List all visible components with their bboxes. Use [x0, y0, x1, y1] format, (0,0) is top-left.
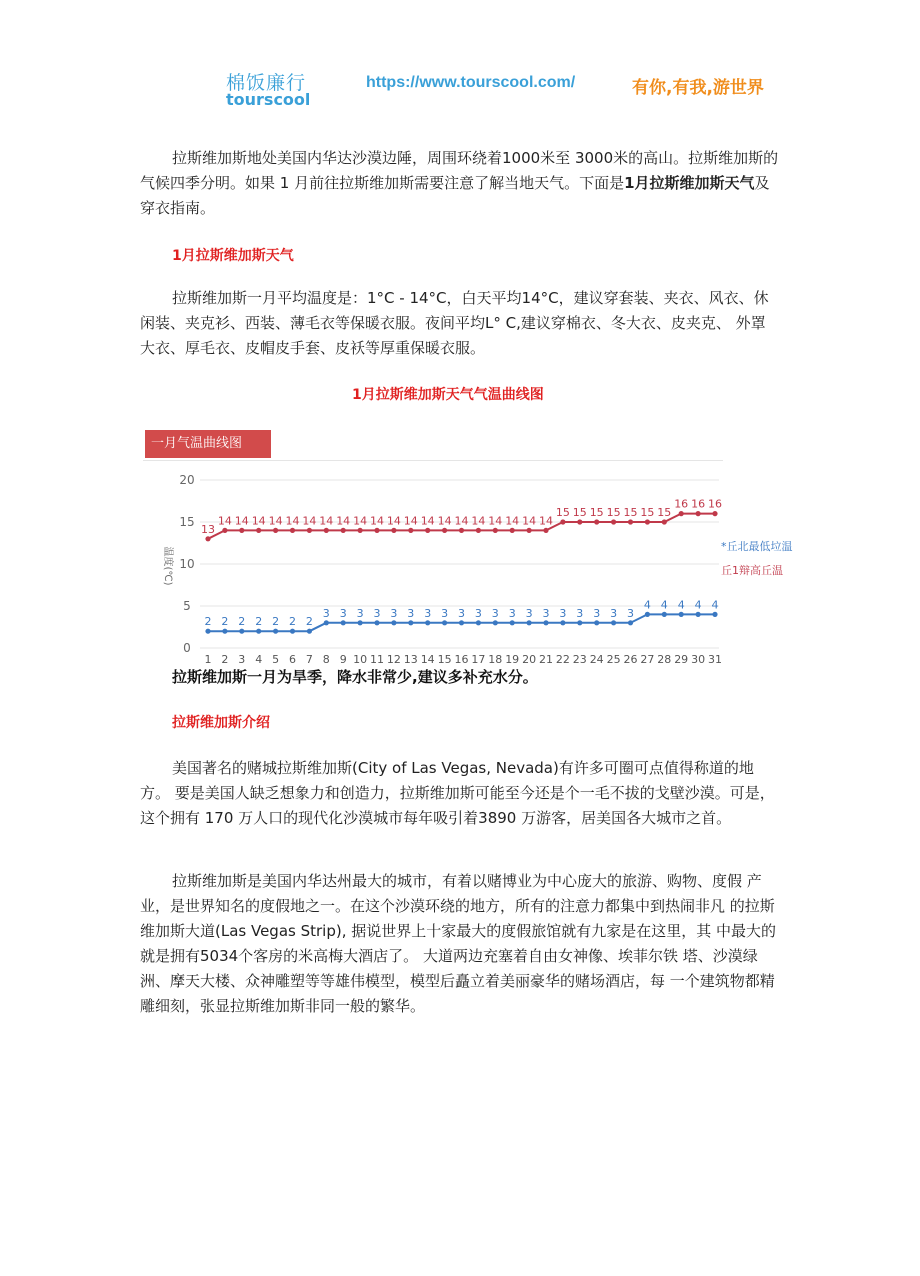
- chart-title: 一月气温曲线图: [145, 430, 271, 458]
- data-label: 3: [424, 606, 432, 620]
- x-tick-label: 27: [640, 653, 655, 666]
- data-point: [324, 528, 329, 533]
- x-tick-label: 15: [437, 653, 452, 666]
- data-point: [560, 519, 565, 524]
- weather-heading: 1月拉斯维加斯天气: [172, 248, 294, 264]
- data-label: 14: [285, 514, 300, 528]
- x-tick-label: 31: [708, 653, 722, 666]
- x-tick-label: 25: [606, 653, 621, 666]
- data-label: 3: [339, 606, 347, 620]
- data-point: [307, 629, 312, 634]
- data-label: 3: [373, 606, 381, 620]
- brand-logo-cn[interactable]: 棉饭廉行: [226, 72, 307, 94]
- y-tick-label: 20: [179, 473, 195, 487]
- data-label: 4: [711, 598, 719, 612]
- data-point: [459, 620, 464, 625]
- legend-label: *丘北最低垃温: [721, 540, 793, 553]
- data-point: [374, 528, 379, 533]
- data-label: 14: [454, 514, 469, 528]
- data-label: 16: [708, 497, 722, 511]
- data-point: [341, 620, 346, 625]
- data-point: [391, 528, 396, 533]
- x-tick-label: 14: [420, 653, 435, 666]
- x-tick-label: 21: [539, 653, 553, 666]
- x-tick-label: 23: [572, 653, 587, 666]
- data-point: [577, 519, 582, 524]
- data-label: 4: [643, 598, 651, 612]
- data-label: 14: [471, 514, 486, 528]
- y-tick-label: 5: [183, 599, 191, 613]
- data-label: 15: [555, 506, 570, 519]
- data-point: [679, 612, 684, 617]
- data-point: [408, 620, 413, 625]
- data-point: [425, 528, 430, 533]
- x-tick-label: 7: [305, 653, 313, 666]
- data-label: 15: [640, 506, 655, 519]
- data-label: 2: [255, 615, 263, 629]
- data-point: [391, 620, 396, 625]
- x-tick-label: 11: [370, 653, 384, 666]
- data-label: 14: [336, 514, 351, 528]
- data-point: [256, 629, 261, 634]
- data-point: [527, 528, 532, 533]
- data-point: [712, 612, 717, 617]
- data-point: [476, 620, 481, 625]
- x-tick-label: 22: [555, 653, 570, 666]
- data-label: 14: [217, 514, 232, 528]
- data-label: 14: [539, 514, 553, 528]
- data-label: 3: [610, 606, 618, 620]
- x-tick-label: 28: [657, 653, 672, 666]
- x-tick-label: 26: [623, 653, 638, 666]
- data-label: 16: [674, 497, 689, 511]
- data-label: 14: [488, 514, 503, 528]
- data-label: 2: [221, 615, 229, 629]
- data-point: [222, 629, 227, 634]
- data-label: 3: [441, 606, 449, 620]
- data-point: [256, 528, 261, 533]
- x-tick-label: 9: [339, 653, 347, 666]
- y-tick-label: 10: [179, 557, 195, 571]
- data-point: [273, 629, 278, 634]
- data-point: [374, 620, 379, 625]
- data-label: 4: [660, 598, 668, 612]
- x-tick-label: 8: [322, 653, 330, 666]
- data-label: 14: [505, 514, 520, 528]
- intro-lv-paragraph-1: 美国著名的赌城拉斯维加斯(City of Las Vegas, Nevada)有许多可圈可点值得称道的地方。 要是美国人缺乏想象力和创造力，拉斯维加斯可能至今还是个一毛不拔的戈壁沙漠。可是， 这个拥有 170 万人口的现代化沙漠城市每年吸引着3890 万游客，居美国各大城市之首。: [140, 759, 775, 827]
- legend-label: 丘1辩高丘温: [721, 564, 783, 577]
- data-label: 3: [508, 606, 516, 620]
- x-tick-label: 16: [454, 653, 469, 666]
- brand-logo-en[interactable]: tourscool: [226, 90, 311, 109]
- data-label: 13: [201, 522, 215, 536]
- data-point: [594, 620, 599, 625]
- data-label: 14: [437, 514, 452, 528]
- data-point: [493, 528, 498, 533]
- x-tick-label: 18: [488, 653, 503, 666]
- data-point: [408, 528, 413, 533]
- data-point: [358, 528, 363, 533]
- data-label: 16: [691, 497, 706, 511]
- data-label: 3: [542, 606, 550, 620]
- data-point: [696, 511, 701, 516]
- x-tick-label: 20: [522, 653, 537, 666]
- x-tick-label: 13: [403, 653, 418, 666]
- data-point: [712, 511, 717, 516]
- data-point: [341, 528, 346, 533]
- data-point: [290, 528, 295, 533]
- data-point: [510, 528, 515, 533]
- data-label: 15: [623, 506, 638, 519]
- data-point: [459, 528, 464, 533]
- data-label: 3: [356, 606, 364, 620]
- data-label: 2: [238, 615, 246, 629]
- data-point: [205, 536, 210, 541]
- data-label: 3: [525, 606, 533, 620]
- data-label: 14: [251, 514, 266, 528]
- data-label: 2: [289, 615, 296, 629]
- intro-text-bold: 1月拉斯维加斯天气: [624, 174, 755, 192]
- x-tick-label: 1: [204, 653, 212, 666]
- data-point: [442, 620, 447, 625]
- data-point: [560, 620, 565, 625]
- intro-lv-paragraph-2: 拉斯维加斯是美国内华达州最大的城市，有着以赌博业为中心庞大的旅游、购物、度假 产业，是世界知名的度假地之一。在这个沙漠环绕的地方，所有的注意力都集中到热闹非凡 的拉斯维加斯大道(Las Vegas Strip), 据说世界上十家最大的度假旅馆就有九家是在这里，其 中最大的就是拥有5034个客房的米高梅大酒店了。 大道两边充塞着自由女神像、埃菲尔铁 塔、沙漠绿洲、摩天大楼、众神雕塑等等雄伟模型，模型后矗立着美丽豪华的赌场酒店，每 一个建筑物都精雕细刻，张显拉斯维加斯非同一般的繁华。: [140, 872, 777, 1015]
- y-tick-label: 15: [179, 515, 195, 529]
- data-label: 3: [627, 606, 634, 620]
- data-point: [205, 629, 210, 634]
- data-label: 3: [322, 606, 330, 620]
- x-tick-label: 19: [505, 653, 520, 666]
- data-point: [611, 620, 616, 625]
- intro-text-b: 及穿衣指南。: [140, 174, 770, 217]
- data-label: 2: [305, 615, 313, 629]
- x-tick-label: 29: [674, 653, 689, 666]
- x-tick-label: 3: [238, 653, 246, 666]
- data-point: [645, 612, 650, 617]
- data-point: [543, 528, 548, 533]
- chart-plot: [143, 426, 793, 666]
- dry-season-note: 拉斯维加斯一月为旱季，降水非常少,建议多补充水分。: [172, 668, 538, 686]
- chart-caption: 1月拉斯维加斯天气气温曲线图: [352, 387, 544, 403]
- data-label: 14: [370, 514, 384, 528]
- data-point: [510, 620, 515, 625]
- data-label: 14: [522, 514, 537, 528]
- data-label: 3: [407, 606, 415, 620]
- data-point: [476, 528, 481, 533]
- data-label: 14: [319, 514, 334, 528]
- data-label: 15: [606, 506, 621, 519]
- data-point: [527, 620, 532, 625]
- data-label: 14: [420, 514, 435, 528]
- data-label: 4: [694, 598, 702, 612]
- x-tick-label: 6: [289, 653, 296, 666]
- data-label: 3: [576, 606, 584, 620]
- data-point: [358, 620, 363, 625]
- data-label: 3: [559, 606, 567, 620]
- data-point: [222, 528, 227, 533]
- x-tick-label: 12: [386, 653, 401, 666]
- data-point: [273, 528, 278, 533]
- brand-slogan: 有你,有我,游世界: [632, 78, 764, 98]
- data-point: [543, 620, 548, 625]
- data-label: 3: [474, 606, 482, 620]
- data-label: 14: [386, 514, 401, 528]
- data-label: 15: [572, 506, 587, 519]
- data-label: 14: [353, 514, 368, 528]
- data-label: 14: [302, 514, 317, 528]
- data-point: [239, 528, 244, 533]
- data-point: [324, 620, 329, 625]
- x-tick-label: 30: [691, 653, 706, 666]
- data-label: 2: [204, 615, 212, 629]
- data-point: [611, 519, 616, 524]
- y-tick-label: 0: [183, 641, 191, 655]
- data-point: [628, 519, 633, 524]
- data-point: [290, 629, 295, 634]
- weather-paragraph: 拉斯维加斯一月平均温度是：1°C - 14°C，白天平均14°C，建议穿套装、夹衣、风衣、休闲装、夹克衫、西装、薄毛衣等保暖衣服。夜间平均L° C,建议穿棉衣、冬大衣、皮夹克、 外罩大衣、厚毛衣、皮帽皮手套、皮袄等厚重保暖衣服。: [140, 289, 769, 357]
- data-label: 4: [677, 598, 685, 612]
- x-tick-label: 24: [589, 653, 604, 666]
- data-point: [645, 519, 650, 524]
- x-tick-label: 10: [353, 653, 368, 666]
- data-point: [679, 511, 684, 516]
- data-label: 15: [657, 506, 672, 519]
- x-tick-label: 5: [272, 653, 280, 666]
- data-label: 3: [491, 606, 499, 620]
- data-label: 14: [268, 514, 283, 528]
- data-label: 14: [403, 514, 418, 528]
- x-tick-label: 17: [471, 653, 486, 666]
- page-header: [0, 62, 920, 112]
- site-url-link[interactable]: https://www.tourscool.com/: [366, 74, 576, 91]
- data-point: [239, 629, 244, 634]
- data-point: [662, 519, 667, 524]
- y-axis-label: 温度(℃): [162, 546, 173, 586]
- temperature-chart: [143, 426, 793, 666]
- data-point: [594, 519, 599, 524]
- data-label: 2: [272, 615, 280, 629]
- data-point: [442, 528, 447, 533]
- data-point: [696, 612, 701, 617]
- data-point: [425, 620, 430, 625]
- data-point: [662, 612, 667, 617]
- data-point: [577, 620, 582, 625]
- data-label: 14: [234, 514, 249, 528]
- data-point: [628, 620, 633, 625]
- intro-heading: 拉斯维加斯介绍: [172, 715, 270, 731]
- data-point: [493, 620, 498, 625]
- data-point: [307, 528, 312, 533]
- x-tick-label: 2: [221, 653, 229, 666]
- data-label: 3: [593, 606, 601, 620]
- data-label: 15: [589, 506, 604, 519]
- data-label: 3: [458, 606, 465, 620]
- x-tick-label: 4: [255, 653, 263, 666]
- data-label: 3: [390, 606, 398, 620]
- intro-paragraph: [140, 146, 780, 221]
- intro-text-a: 拉斯维加斯地处美国内华达沙漠边陲，周围环绕着1000米至 3000米的高山。拉斯维加斯的气候四季分明。如果 1 月前往拉斯维加斯需要注意了解当地天气。下面是: [140, 149, 779, 192]
